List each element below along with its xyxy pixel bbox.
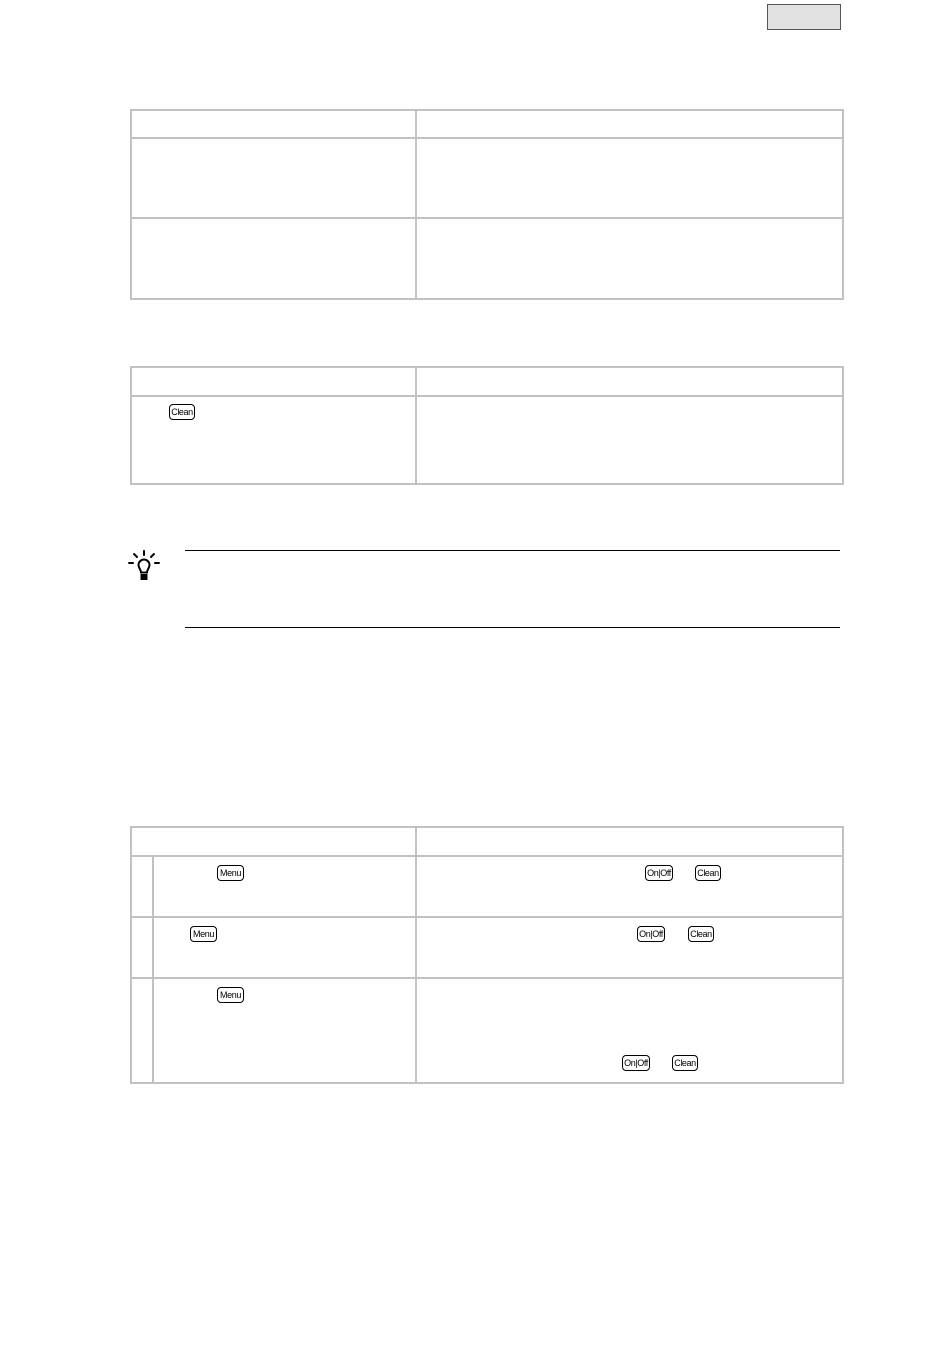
table-cell [153, 917, 416, 978]
table-row [131, 396, 843, 484]
clean-key[interactable]: Clean [169, 404, 195, 420]
table-2-header-row [131, 367, 843, 396]
step-number-cell [131, 856, 153, 917]
clean-key[interactable]: Clean [695, 865, 721, 881]
clean-key[interactable]: Clean [688, 926, 714, 942]
on-off-key[interactable]: On|Off [645, 865, 673, 881]
table-1-header-cell [131, 110, 416, 138]
table-row [131, 138, 843, 218]
menu-key[interactable]: Menu [190, 926, 217, 942]
table-row [131, 917, 843, 978]
table-cell [153, 856, 416, 917]
page-number-tab [767, 4, 841, 30]
on-off-key[interactable]: On|Off [637, 926, 665, 942]
table-1 [130, 109, 844, 300]
table-2-header-cell [416, 367, 843, 396]
table-cell [153, 978, 416, 1083]
table-row [131, 978, 843, 1083]
table-2-header-cell [131, 367, 416, 396]
table-3-header-cell [416, 827, 843, 856]
step-number-cell [131, 978, 153, 1083]
table-1-header-cell [416, 110, 843, 138]
table-1-header-row [131, 110, 843, 138]
table-cell [416, 218, 843, 299]
table-cell [416, 856, 843, 917]
table-cell [416, 917, 843, 978]
table-cell [131, 396, 416, 484]
menu-key[interactable]: Menu [217, 865, 244, 881]
table-cell [131, 138, 416, 218]
step-number-cell [131, 917, 153, 978]
table-cell [416, 396, 843, 484]
lightbulb-icon [128, 550, 160, 584]
menu-key[interactable]: Menu [217, 987, 244, 1003]
table-2 [130, 366, 844, 485]
table-3-header-cell [131, 827, 416, 856]
table-cell [416, 138, 843, 218]
on-off-key[interactable]: On|Off [622, 1055, 650, 1071]
table-cell [416, 978, 843, 1083]
table-cell [131, 218, 416, 299]
table-row [131, 856, 843, 917]
table-3 [130, 826, 844, 1084]
clean-key[interactable]: Clean [672, 1055, 698, 1071]
tip-top-rule [185, 550, 840, 551]
table-3-header-row [131, 827, 843, 856]
tip-bottom-rule [185, 627, 840, 628]
table-row [131, 218, 843, 299]
